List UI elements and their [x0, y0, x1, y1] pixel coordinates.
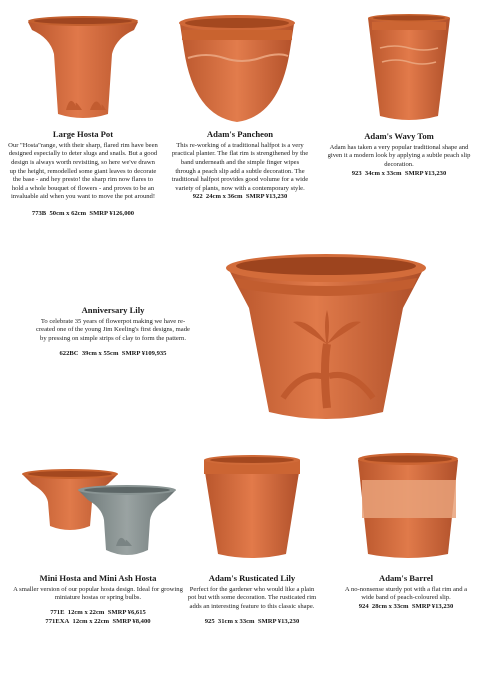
pancheon-price: SMRP ¥13,230 — [245, 193, 288, 201]
pancheon-spec — [170, 193, 310, 202]
rusticated-lily-spec — [186, 618, 318, 627]
large-hosta-pot-image — [26, 14, 140, 126]
wavy-tom-title: Adam's Wavy Tom — [364, 131, 434, 141]
anniversary-lily-title: Anniversary Lily — [81, 305, 145, 315]
anniversary-lily-size: 39cm x 55cm — [81, 349, 119, 357]
mini-hosta-code-2: 771EXA — [45, 617, 70, 625]
mini-hosta-title: Mini Hosta and Mini Ash Hosta — [39, 573, 157, 583]
mini-hosta-price-2: SMRP ¥8,400 — [112, 617, 151, 625]
mini-hosta-size-2: 12cm x 22cm — [72, 617, 110, 625]
wavy-tom-size: 34cm x 33cm — [364, 169, 402, 177]
rusticated-lily-description: Perfect for the gardener who would like a plain pot but with some decoration. The rusticated rim adds an interesting feature to this classic shape. — [187, 585, 317, 610]
barrel-info — [338, 574, 474, 612]
anniversary-lily-info — [34, 306, 192, 358]
large-hosta-size: 50cm x 62cm — [49, 209, 87, 217]
mini-hosta-info — [10, 574, 186, 626]
anniversary-lily-price: SMRP ¥109,935 — [121, 349, 167, 357]
barrel-size: 28cm x 33cm — [371, 603, 409, 610]
pancheon-description: This re-working of a traditional halfpot is a very practical planter. The flat rim is strengthened by the band underneath and the simple finger wipes through a peach slip add a subtle decoration. The traditional halfpot provides good volume for a wide variety of plants, now with a contemporary style. — [171, 141, 309, 192]
large-hosta-info — [8, 130, 158, 218]
large-hosta-code: 773B — [31, 209, 47, 217]
barrel-description: A no-nonsense sturdy pot with a flat rim and a wide band of peach-coloured slip. — [344, 585, 468, 602]
wavy-tom-spec — [326, 170, 472, 179]
rusticated-lily-price: SMRP ¥13,230 — [257, 617, 300, 625]
mini-hosta-spec-1 — [10, 609, 186, 618]
anniversary-lily-pot-image — [223, 248, 429, 426]
large-hosta-price: SMRP ¥126,000 — [89, 209, 135, 217]
pancheon-size: 24cm x 36cm — [205, 193, 243, 201]
rusticated-lily-code: 925 — [204, 617, 215, 625]
mini-hosta-description: A smaller version of our popular hosta design. Ideal for growing miniature hostas or spring bulbs. — [13, 585, 183, 602]
large-hosta-spec — [8, 210, 158, 219]
barrel-title: Adam's Barrel — [378, 573, 434, 583]
wavy-tom-description: Adam has taken a very popular traditional shape and given it a modern look by applying a subtle peach slip decoration. — [327, 143, 471, 168]
anniversary-lily-code: 622BC — [59, 349, 79, 357]
anniversary-lily-description: To celebrate 35 years of flowerpot making we have re-created one of the young Jim Keeling's first designs, made by pressing on simple strips of clay to form the pattern. — [36, 317, 190, 342]
pancheon-code: 922 — [192, 193, 203, 201]
anniversary-lily-spec — [34, 350, 192, 359]
pancheon-title: Adam's Pancheon — [206, 129, 274, 139]
large-hosta-description: Our "Hosta"range, with their sharp, flared rim have been designed especially to deter slugs and snails. But a good design is always worth revisiting, so here we've drawn up the height, remodelled some giant leaves to decorate the base - and hey presto! the sharp rim now flares to hold a whole bouquet of flowers - and proves to be an invaluable aid when you want to move the pot around! — [8, 141, 158, 201]
mini-hosta-spec-2 — [10, 618, 186, 627]
pancheon-pot-image — [176, 12, 298, 124]
mini-hosta-size-1: 12cm x 22cm — [67, 609, 105, 616]
barrel-code: 924 — [358, 603, 369, 610]
rusticated-lily-title: Adam's Rusticated Lily — [208, 573, 296, 583]
mini-hosta-code-1: 771E — [50, 609, 65, 616]
wavy-tom-code: 923 — [351, 169, 362, 177]
barrel-price: SMRP ¥13,230 — [411, 603, 454, 610]
mini-hosta-price-1: SMRP ¥6,615 — [107, 609, 146, 616]
rusticated-lily-pot-image — [200, 452, 304, 562]
mini-hosta-pot-image — [20, 466, 180, 562]
rusticated-lily-info — [186, 574, 318, 626]
pancheon-info — [170, 130, 310, 202]
wavy-tom-pot-image — [364, 12, 454, 126]
barrel-pot-image — [354, 450, 462, 564]
large-hosta-title: Large Hosta Pot — [52, 129, 114, 139]
wavy-tom-price: SMRP ¥13,230 — [404, 169, 447, 177]
rusticated-lily-size: 31cm x 33cm — [217, 617, 255, 625]
barrel-spec — [338, 603, 474, 612]
wavy-tom-info — [326, 132, 472, 178]
